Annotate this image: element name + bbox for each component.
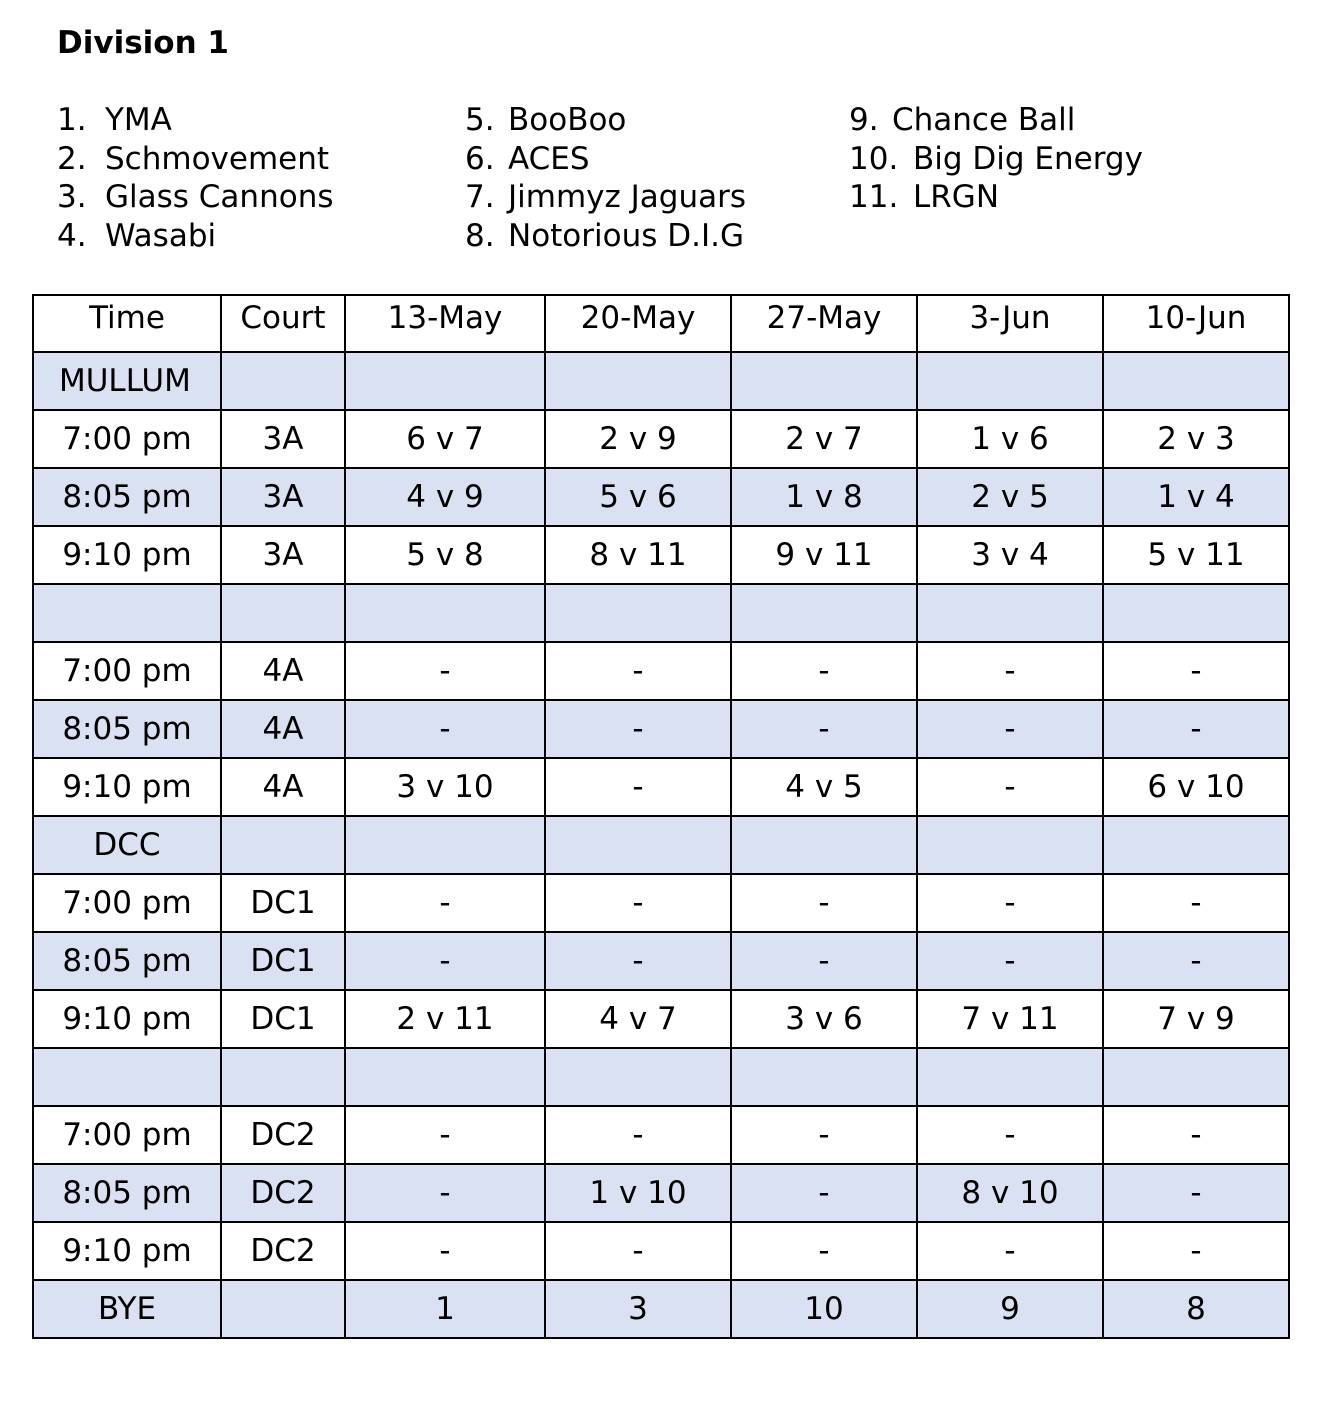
game-cell: 1 v 4 [1103, 468, 1289, 526]
time-cell: 9:10 pm [33, 1222, 221, 1280]
game-cell: 9 v 11 [731, 526, 917, 584]
team-list-column [849, 101, 1143, 217]
table-row [33, 932, 1289, 990]
team-item [465, 101, 746, 140]
game-cell: - [1103, 1164, 1289, 1222]
column-header-date: 27-May [731, 295, 917, 352]
game-cell [917, 1048, 1103, 1106]
time-cell: 9:10 pm [33, 990, 221, 1048]
section-row [33, 352, 1289, 410]
court-cell [221, 352, 345, 410]
table-row [33, 1164, 1289, 1222]
game-cell [731, 1048, 917, 1106]
time-cell: 7:00 pm [33, 410, 221, 468]
column-header-date: 10-Jun [1103, 295, 1289, 352]
team-name: BooBoo [508, 102, 627, 138]
game-cell [545, 1048, 731, 1106]
column-header-date: 13-May [345, 295, 545, 352]
team-number: 7. [465, 179, 495, 216]
game-cell: 8 [1103, 1280, 1289, 1338]
team-item [465, 217, 746, 256]
court-cell: 3A [221, 410, 345, 468]
game-cell: - [917, 758, 1103, 816]
game-cell: - [917, 874, 1103, 932]
game-cell: - [545, 932, 731, 990]
team-name: Jimmyz Jaguars [508, 179, 746, 216]
time-cell [33, 584, 221, 642]
game-cell: - [731, 874, 917, 932]
game-cell [1103, 584, 1289, 642]
team-number: 6. [465, 140, 495, 177]
game-cell: - [545, 642, 731, 700]
game-cell: - [345, 932, 545, 990]
division-title: Division 1 [57, 25, 229, 61]
game-cell: 8 v 10 [917, 1164, 1103, 1222]
game-cell: - [1103, 874, 1289, 932]
game-cell: 6 v 10 [1103, 758, 1289, 816]
table-row [33, 990, 1289, 1048]
game-cell: 5 v 6 [545, 468, 731, 526]
venue-label: MULLUM [33, 352, 221, 410]
court-cell: DC1 [221, 990, 345, 1048]
team-number: 11. [849, 179, 899, 216]
court-cell: 3A [221, 526, 345, 584]
team-item [57, 140, 334, 179]
game-cell: 8 v 11 [545, 526, 731, 584]
team-name: Wasabi [105, 217, 217, 254]
team-number: 9. [849, 102, 879, 138]
court-cell: DC1 [221, 874, 345, 932]
schedule-body [33, 352, 1289, 1338]
team-list-column [465, 101, 746, 255]
court-cell: DC2 [221, 1106, 345, 1164]
time-cell: 7:00 pm [33, 1106, 221, 1164]
game-cell [731, 816, 917, 874]
game-cell: 4 v 7 [545, 990, 731, 1048]
game-cell [345, 584, 545, 642]
court-cell [221, 584, 345, 642]
game-cell: - [731, 932, 917, 990]
table-row [33, 700, 1289, 758]
game-cell: - [731, 1164, 917, 1222]
table-row [33, 526, 1289, 584]
game-cell: - [345, 1222, 545, 1280]
court-cell: DC2 [221, 1222, 345, 1280]
game-cell: 10 [731, 1280, 917, 1338]
game-cell [1103, 352, 1289, 410]
game-cell: 2 v 3 [1103, 410, 1289, 468]
venue-label: DCC [33, 816, 221, 874]
game-cell [731, 352, 917, 410]
game-cell: - [345, 642, 545, 700]
game-cell: 7 v 9 [1103, 990, 1289, 1048]
time-cell: BYE [33, 1280, 221, 1338]
court-cell: 4A [221, 700, 345, 758]
team-item [57, 178, 334, 217]
table-row [33, 1106, 1289, 1164]
team-name: Notorious D.I.G [508, 217, 744, 254]
game-cell: - [731, 1106, 917, 1164]
game-cell: - [345, 700, 545, 758]
game-cell: - [545, 700, 731, 758]
team-list-column [57, 101, 334, 255]
game-cell: - [731, 1222, 917, 1280]
game-cell: 1 v 8 [731, 468, 917, 526]
game-cell: - [345, 1106, 545, 1164]
team-name: LRGN [913, 179, 1000, 216]
game-cell [345, 1048, 545, 1106]
team-number: 2. [57, 140, 87, 177]
team-number: 10. [849, 140, 899, 177]
game-cell: - [1103, 1222, 1289, 1280]
team-name: ACES [508, 140, 590, 177]
game-cell: 4 v 9 [345, 468, 545, 526]
time-cell: 8:05 pm [33, 468, 221, 526]
table-row [33, 1048, 1289, 1106]
team-name: YMA [105, 102, 172, 138]
game-cell [545, 352, 731, 410]
team-number: 1. [57, 102, 87, 138]
game-cell [917, 352, 1103, 410]
game-cell: - [917, 932, 1103, 990]
game-cell: 3 v 6 [731, 990, 917, 1048]
game-cell: - [917, 700, 1103, 758]
game-cell [1103, 816, 1289, 874]
schedule-table [32, 294, 1290, 1339]
section-row [33, 816, 1289, 874]
court-cell: 3A [221, 468, 345, 526]
table-row [33, 468, 1289, 526]
game-cell: 3 v 4 [917, 526, 1103, 584]
time-cell: 7:00 pm [33, 642, 221, 700]
game-cell: 1 v 6 [917, 410, 1103, 468]
game-cell: - [1103, 642, 1289, 700]
column-header-court: Court [221, 295, 345, 352]
game-cell: 3 v 10 [345, 758, 545, 816]
game-cell: - [345, 874, 545, 932]
game-cell: - [545, 1106, 731, 1164]
game-cell: 2 v 5 [917, 468, 1103, 526]
team-number: 8. [465, 217, 495, 254]
game-cell: - [1103, 932, 1289, 990]
court-cell: DC2 [221, 1164, 345, 1222]
team-item [849, 101, 1143, 140]
game-cell: 9 [917, 1280, 1103, 1338]
team-name: Schmovement [105, 140, 330, 177]
team-item [57, 217, 334, 256]
game-cell: - [545, 758, 731, 816]
game-cell: 3 [545, 1280, 731, 1338]
team-name: Chance Ball [892, 102, 1076, 138]
team-number: 5. [465, 102, 495, 138]
game-cell: - [545, 1222, 731, 1280]
team-name: Glass Cannons [105, 179, 334, 216]
game-cell: 5 v 11 [1103, 526, 1289, 584]
game-cell [1103, 1048, 1289, 1106]
time-cell: 7:00 pm [33, 874, 221, 932]
game-cell: 2 v 9 [545, 410, 731, 468]
time-cell: 9:10 pm [33, 526, 221, 584]
table-row [33, 642, 1289, 700]
game-cell: - [917, 1106, 1103, 1164]
team-list [0, 101, 1332, 261]
column-header-date: 3-Jun [917, 295, 1103, 352]
team-number: 3. [57, 179, 87, 216]
time-cell: 9:10 pm [33, 758, 221, 816]
time-cell: 8:05 pm [33, 932, 221, 990]
game-cell: 7 v 11 [917, 990, 1103, 1048]
game-cell: 2 v 7 [731, 410, 917, 468]
time-cell [33, 1048, 221, 1106]
game-cell: - [917, 642, 1103, 700]
team-item [57, 101, 334, 140]
court-cell [221, 816, 345, 874]
game-cell: - [345, 1164, 545, 1222]
team-number: 4. [57, 217, 87, 254]
team-item [849, 178, 1143, 217]
game-cell: - [731, 700, 917, 758]
table-row [33, 874, 1289, 932]
time-cell: 8:05 pm [33, 700, 221, 758]
table-row [33, 410, 1289, 468]
game-cell: - [545, 874, 731, 932]
game-cell: - [731, 642, 917, 700]
game-cell: 1 v 10 [545, 1164, 731, 1222]
time-cell: 8:05 pm [33, 1164, 221, 1222]
team-name: Big Dig Energy [913, 140, 1143, 177]
court-cell: DC1 [221, 932, 345, 990]
table-header-row [33, 295, 1289, 352]
table-row [33, 758, 1289, 816]
game-cell: 5 v 8 [345, 526, 545, 584]
column-header-date: 20-May [545, 295, 731, 352]
game-cell: - [1103, 1106, 1289, 1164]
game-cell [731, 584, 917, 642]
column-header-time: Time [33, 295, 221, 352]
team-item [849, 140, 1143, 179]
game-cell [545, 816, 731, 874]
court-cell: 4A [221, 642, 345, 700]
court-cell [221, 1048, 345, 1106]
game-cell: 1 [345, 1280, 545, 1338]
team-item [465, 178, 746, 217]
team-item [465, 140, 746, 179]
game-cell [345, 352, 545, 410]
game-cell: 2 v 11 [345, 990, 545, 1048]
table-row [33, 584, 1289, 642]
game-cell: 6 v 7 [345, 410, 545, 468]
court-cell [221, 1280, 345, 1338]
game-cell [545, 584, 731, 642]
game-cell: - [1103, 700, 1289, 758]
bye-row [33, 1280, 1289, 1338]
game-cell [345, 816, 545, 874]
game-cell [917, 584, 1103, 642]
game-cell: 4 v 5 [731, 758, 917, 816]
court-cell: 4A [221, 758, 345, 816]
table-row [33, 1222, 1289, 1280]
game-cell [917, 816, 1103, 874]
game-cell: - [917, 1222, 1103, 1280]
